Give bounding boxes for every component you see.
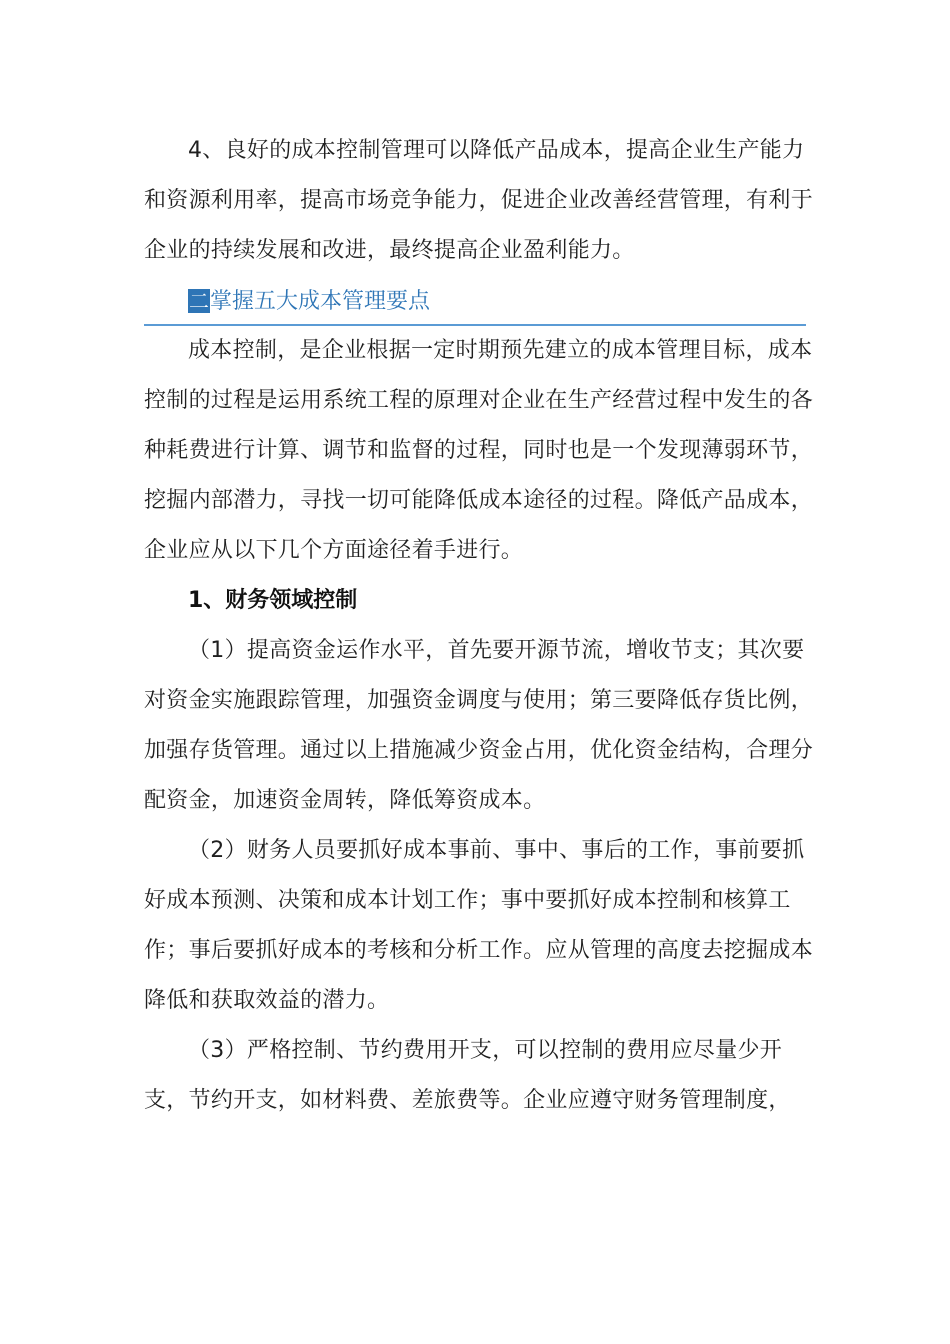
- subsection-title: 1、财务领域控制: [188, 588, 358, 613]
- section-heading-title: 掌握五大成本管理要点: [210, 289, 431, 314]
- heading-number-marker: 二: [189, 289, 209, 313]
- list-item-3: （3）严格控制、节约费用开支，可以控制的费用应尽量少开支，节约开支，如材料费、差旅费等。企业应遵守财务管理制度，: [144, 1038, 791, 1113]
- list-item-1: （1）提高资金运作水平，首先要开源节流，增收节支；其次要对资金实施跟踪管理，加强资金调度与使用；第三要降低存货比例，加强存货管理。通过以上措施减少资金占用，优化资金结构，合理分配资金，加速资金周转，降低筹资成本。: [144, 638, 814, 813]
- list-item-2: （2）财务人员要抓好成本事前、事中、事后的工作，事前要抓好成本预测、决策和成本计划工作；事中要抓好成本控制和核算工作；事后要抓好成本的考核和分析工作。应从管理的高度去挖掘成本降低和获取效益的潜力。: [144, 838, 814, 1013]
- paragraph-4: 4、良好的成本控制管理可以降低产品成本，提高企业生产能力和资源利用率，提高市场竞争能力，促进企业改善经营管理，有利于企业的持续发展和改进，最终提高企业盈利能力。: [144, 138, 814, 263]
- intro-paragraph: 成本控制，是企业根据一定时期预先建立的成本管理目标，成本控制的过程是运用系统工程的原理对企业在生产经营过程中发生的各种耗费进行计算、调节和监督的过程，同时也是一个发现薄弱环节，挖掘内部潜力，寻找一切可能降低成本途径的过程。降低产品成本，企业应从以下几个方面途径着手进行。: [144, 338, 814, 563]
- section-heading: [144, 280, 806, 326]
